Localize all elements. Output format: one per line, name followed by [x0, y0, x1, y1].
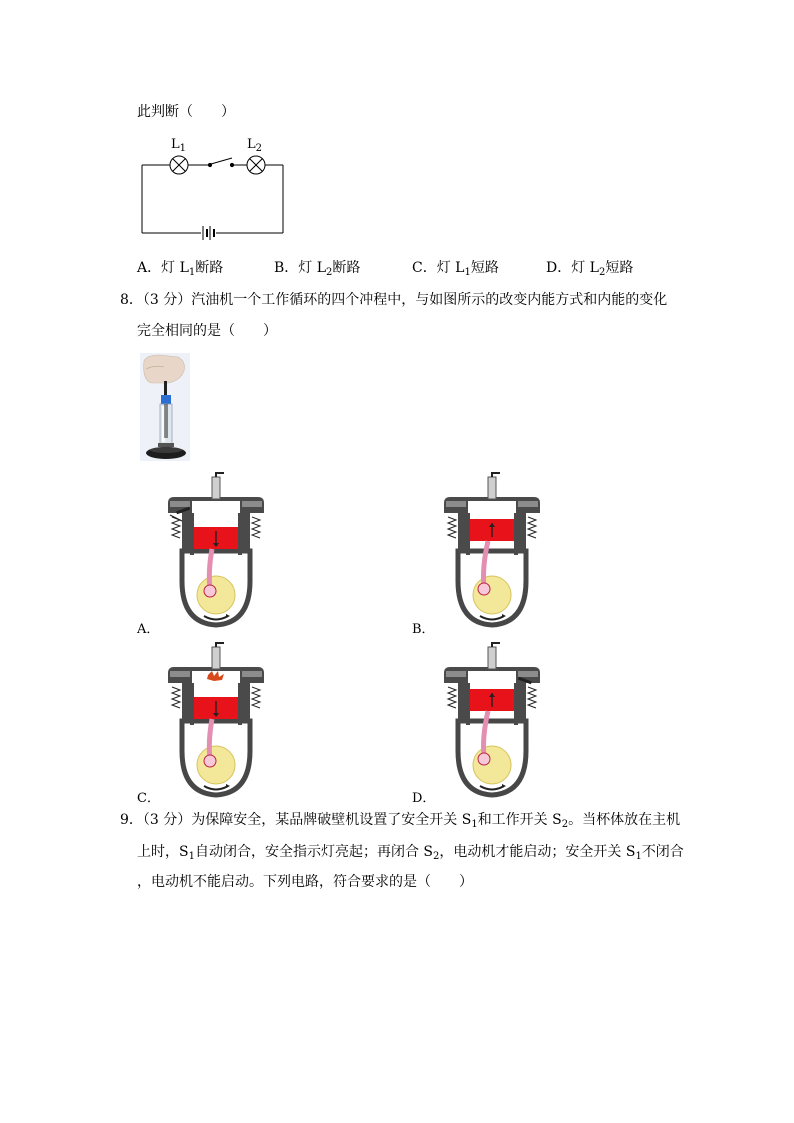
q8-option-b[interactable]: B． — [412, 622, 435, 637]
engine-d-diagram[interactable] — [436, 643, 548, 799]
lamp2-label: $L_2$ — [247, 137, 263, 154]
engine-b-diagram[interactable] — [436, 473, 548, 629]
q8-option-c[interactable]: C． — [137, 791, 160, 806]
q7-option-b[interactable]: B．灯 $L_2$断路 — [274, 260, 361, 278]
q8-option-d[interactable]: D． — [412, 791, 436, 806]
circuit-wiring — [0, 0, 794, 260]
q7-option-a[interactable]: A．灯 $L_1$断路 — [137, 260, 224, 278]
engine-a-diagram[interactable] — [160, 473, 272, 629]
q9-stem-line1: 9．（3 分）为保障安全，某品牌破壁机设置了安全开关 $S_1$和工作开关 $S_2$。当杯体放在主机 — [120, 812, 681, 830]
q7-option-c[interactable]: C．灯 $L_1$短路 — [412, 260, 499, 278]
lamp1-label: $L_1$ — [171, 137, 187, 154]
engine-c-diagram[interactable] — [160, 643, 272, 799]
q7-stem-tail: 此判断（ ） — [137, 104, 235, 120]
fire-syringe-photo — [140, 353, 190, 461]
q9-stem-line3: ，电动机不能启动。下列电路，符合要求的是（ ） — [137, 874, 473, 890]
q8-stem-line2: 完全相同的是（ ） — [137, 323, 277, 339]
q7-option-d[interactable]: D．灯 $L_2$短路 — [546, 260, 634, 278]
q9-stem-line2: 上时，$S_1$自动闭合，安全指示灯亮起；再闭合 $S_2$，电动机才能启动；安全开关 $S_1$不闭合 — [137, 844, 684, 862]
q8-option-a[interactable]: A． — [137, 622, 160, 637]
q8-stem-line1: 8．（3 分）汽油机一个工作循环的四个冲程中，与如图所示的改变内能方式和内能的变化 — [120, 292, 668, 308]
